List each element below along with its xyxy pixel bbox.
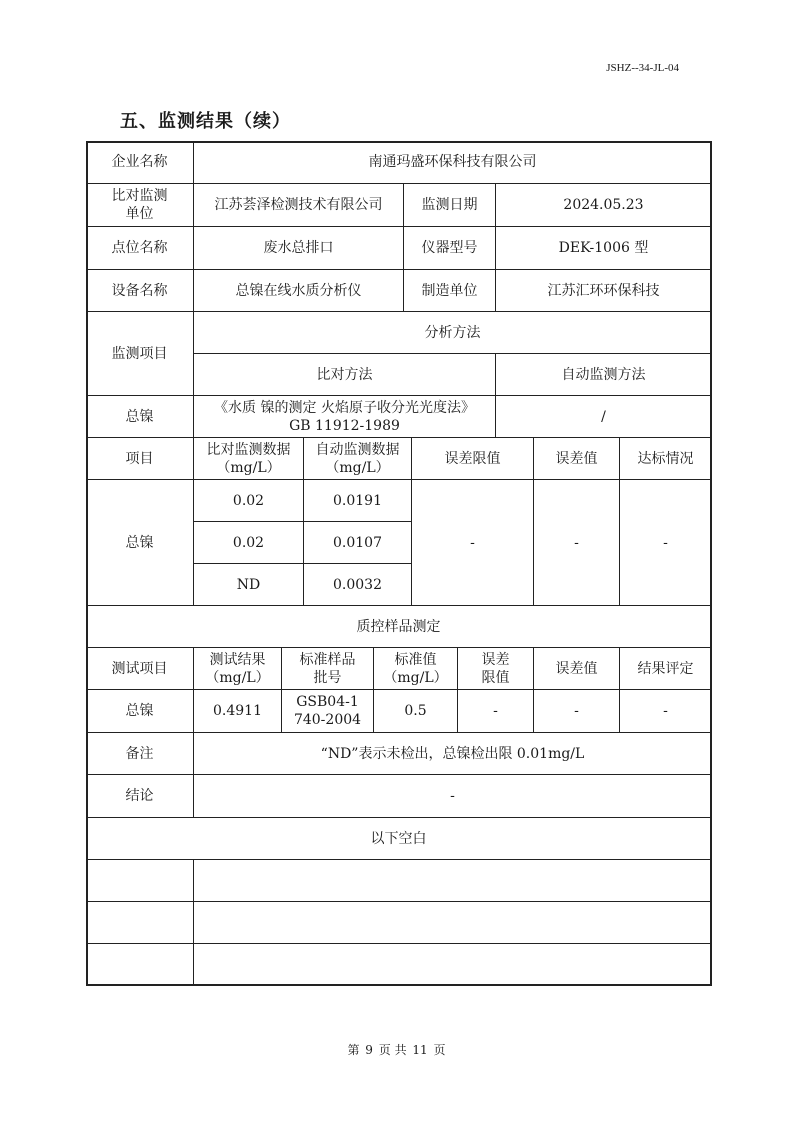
device-value: 总镍在线水质分析仪 — [194, 270, 404, 312]
maker-value: 江苏汇环环保科技 — [496, 270, 712, 312]
page-prefix: 第 — [347, 1043, 360, 1057]
company-value: 南通玛盛环保科技有限公司 — [194, 141, 712, 184]
model-value: DEK-1006 型 — [496, 227, 712, 270]
monitor-item-label: 监测项目 — [86, 312, 194, 396]
qc-result-value: 0.4911 — [194, 690, 282, 733]
blank-notice: 以下空白 — [86, 818, 712, 860]
compare-method-label: 比对方法 — [194, 354, 496, 396]
qc-item-value: 总镍 — [86, 690, 194, 733]
qc-batch-header: 标准样品批号 — [282, 648, 374, 690]
compare-value-1: 0.02 — [194, 480, 304, 522]
qc-error-value: - — [534, 690, 620, 733]
nickel-method-label: 总镍 — [86, 396, 194, 438]
status-header: 达标情况 — [620, 438, 712, 480]
section-title: 五、监测结果（续） — [120, 111, 291, 132]
page-total: 11 — [412, 1043, 428, 1057]
auto-method-value: / — [496, 396, 712, 438]
maker-label: 制造单位 — [404, 270, 496, 312]
page-number: 9 — [365, 1043, 373, 1057]
empty-cell — [194, 902, 712, 944]
document-code: JSHZ--34-JL-04 — [606, 62, 679, 74]
qc-result-header: 测试结果（mg/L） — [194, 648, 282, 690]
analysis-method-label: 分析方法 — [194, 312, 712, 354]
remarks-label: 备注 — [86, 733, 194, 775]
result-table — [86, 141, 712, 986]
empty-cell — [194, 860, 712, 902]
results-item-header: 项目 — [86, 438, 194, 480]
error-value: - — [534, 480, 620, 606]
qc-limit-header: 误差限值 — [458, 648, 534, 690]
error-header: 误差值 — [534, 438, 620, 480]
status-value: - — [620, 480, 712, 606]
qc-eval-header: 结果评定 — [620, 648, 712, 690]
qc-item-header: 测试项目 — [86, 648, 194, 690]
remarks-value: “ND”表示未检出，总镍检出限 0.01mg/L — [194, 733, 712, 775]
empty-cell — [194, 944, 712, 986]
qc-error-header: 误差值 — [534, 648, 620, 690]
auto-value-2: 0.0107 — [304, 522, 412, 564]
conclusion-value: - — [194, 775, 712, 818]
qc-eval-value: - — [620, 690, 712, 733]
auto-data-header: 自动监测数据（mg/L） — [304, 438, 412, 480]
limit-header: 误差限值 — [412, 438, 534, 480]
compare-method-value: 《水质 镍的测定 火焰原子收分光光度法》GB 11912-1989 — [194, 396, 496, 438]
compare-data-header: 比对监测数据（mg/L） — [194, 438, 304, 480]
point-label: 点位名称 — [86, 227, 194, 270]
qc-standard-header: 标准值（mg/L） — [374, 648, 458, 690]
date-label: 监测日期 — [404, 184, 496, 227]
qc-title: 质控样品测定 — [86, 606, 712, 648]
page-footer — [0, 1041, 793, 1058]
empty-cell — [86, 860, 194, 902]
point-value: 废水总排口 — [194, 227, 404, 270]
results-item-nickel: 总镍 — [86, 480, 194, 606]
qc-batch-value: GSB04-1740-2004 — [282, 690, 374, 733]
date-value: 2024.05.23 — [496, 184, 712, 227]
page-suffix: 页 — [433, 1043, 446, 1057]
empty-cell — [86, 902, 194, 944]
model-label: 仪器型号 — [404, 227, 496, 270]
compare-value-2: 0.02 — [194, 522, 304, 564]
empty-cell — [86, 944, 194, 986]
compare-unit-value: 江苏荟泽检测技术有限公司 — [194, 184, 404, 227]
qc-standard-value: 0.5 — [374, 690, 458, 733]
qc-limit-value: - — [458, 690, 534, 733]
conclusion-label: 结论 — [86, 775, 194, 818]
auto-method-label: 自动监测方法 — [496, 354, 712, 396]
auto-value-3: 0.0032 — [304, 564, 412, 606]
page-mid: 页 共 — [378, 1043, 407, 1057]
auto-value-1: 0.0191 — [304, 480, 412, 522]
compare-unit-label: 比对监测单位 — [86, 184, 194, 227]
limit-value: - — [412, 480, 534, 606]
device-label: 设备名称 — [86, 270, 194, 312]
company-label: 企业名称 — [86, 141, 194, 184]
compare-value-3: ND — [194, 564, 304, 606]
